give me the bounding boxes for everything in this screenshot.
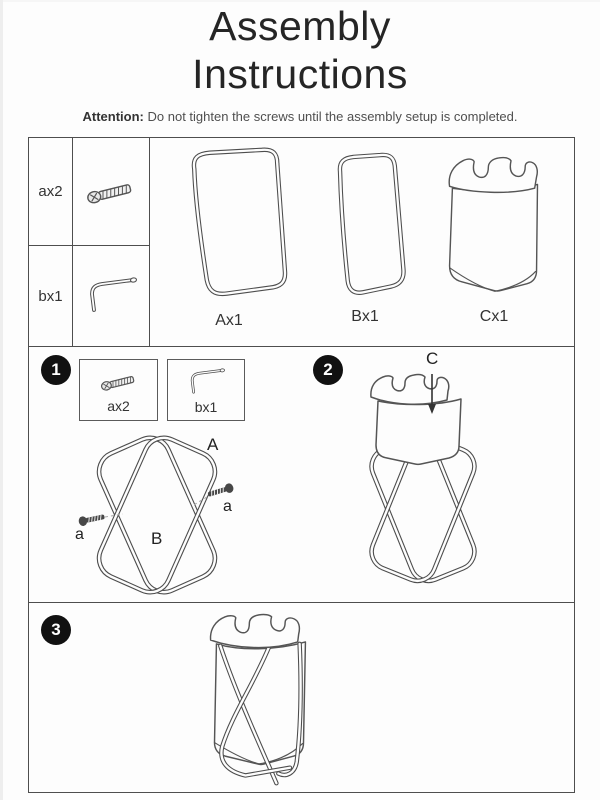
component-label: Ax1 xyxy=(215,312,243,329)
hardware-icon-cell xyxy=(73,246,149,346)
hardware-id: ax2 xyxy=(107,397,130,414)
screw-small-icon xyxy=(78,512,106,527)
component-label: Bx1 xyxy=(351,308,379,325)
step1-hardware-box-a xyxy=(79,359,158,421)
hex-key-icon xyxy=(79,274,143,318)
crossed-frames-drawing xyxy=(39,417,279,601)
page-title-line2: Instructions xyxy=(192,51,408,97)
attention-note xyxy=(0,109,600,124)
step-2-box xyxy=(297,346,575,603)
screw-right-label: a xyxy=(223,498,232,515)
assembled-hamper-drawing xyxy=(201,611,317,789)
hardware-icon-cell xyxy=(73,138,149,246)
screw-icon xyxy=(92,367,146,397)
screw-icon xyxy=(79,172,143,212)
step-number-badge: 3 xyxy=(41,615,71,645)
hardware-id-cell: bx1 xyxy=(29,246,73,346)
step-number-badge: 2 xyxy=(313,355,343,385)
hardware-id-cell: ax2 xyxy=(29,138,73,246)
attention-label: Attention: xyxy=(82,109,144,124)
step-1-box xyxy=(28,346,298,603)
hex-key-icon xyxy=(179,366,233,398)
hardware-table xyxy=(29,138,150,346)
page-title xyxy=(0,2,600,98)
fabric-bag-drawing xyxy=(442,150,546,304)
frame-b-drawing xyxy=(317,152,413,304)
step-3-box xyxy=(28,602,575,793)
step-number-badge: 1 xyxy=(41,355,71,385)
bag-label: C xyxy=(426,349,439,368)
attention-text: Do not tighten the screws until the assembly setup is completed. xyxy=(147,109,518,124)
bag-on-frame-drawing xyxy=(357,369,497,599)
hardware-id: bx1 xyxy=(194,398,218,415)
component-figure-c xyxy=(442,150,546,326)
component-figure-a xyxy=(162,146,296,330)
step1-hardware-box-b xyxy=(167,359,245,421)
screw-left-label: a xyxy=(75,526,84,543)
component-figure-b xyxy=(317,152,413,326)
frame-a-label: A xyxy=(207,435,219,454)
parts-overview-box xyxy=(28,137,575,347)
frame-b-label: B xyxy=(151,529,163,548)
page-title-line1: Assembly xyxy=(209,3,391,49)
component-label: Cx1 xyxy=(479,308,509,325)
frame-a-drawing xyxy=(163,146,295,308)
